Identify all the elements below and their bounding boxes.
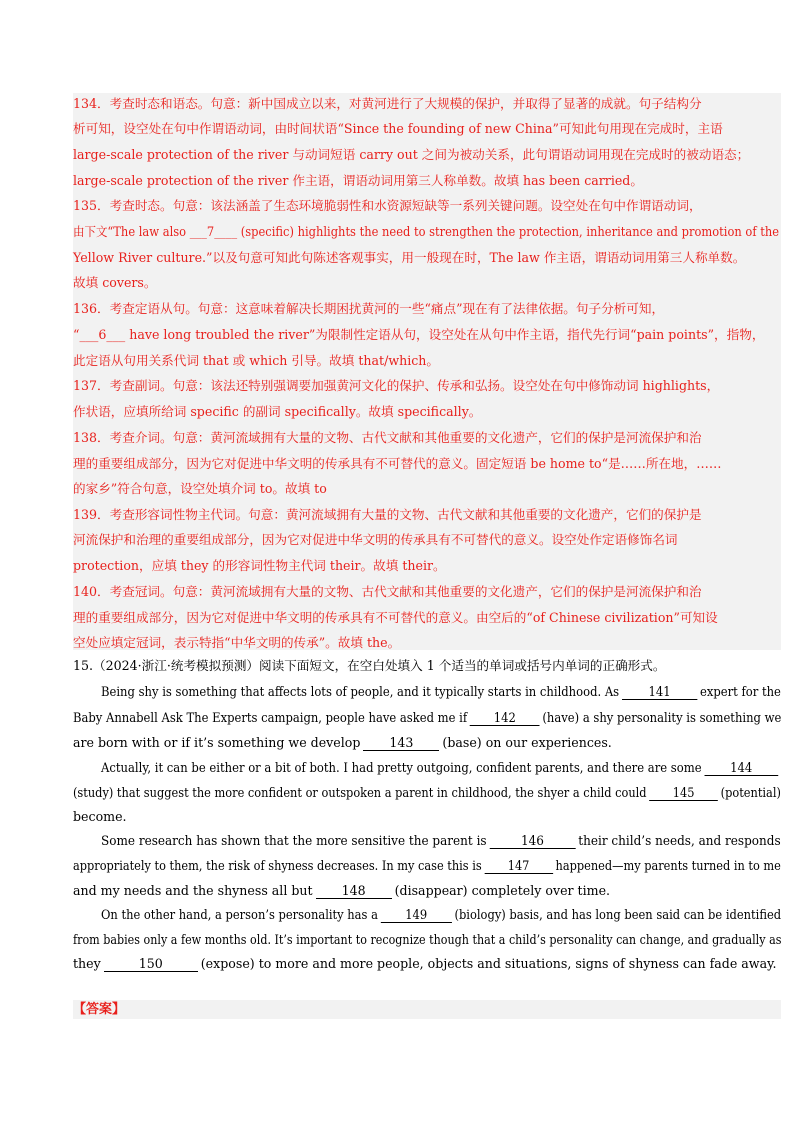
explanation-line: large-scale protection of the river 作主语，谓语动词用第三人称单数。故填 has been carried。 (73, 173, 643, 188)
passage-line (73, 931, 781, 949)
passage-line (73, 784, 781, 802)
explanation-line: 138．考查介词。句意：黄河流域拥有大量的文物、古代文献和其他重要的文化遗产，它们的保护是河流保护和治 (73, 430, 702, 445)
answer-label: 【答案】 (73, 1002, 126, 1017)
explanation-line: 河流保护和治理的重要组成部分，因为它对促进中华文明的传承具有不可替代的意义。设空处作定语修饰名词 (73, 532, 678, 547)
passage-text: (base) on our experiences. (442, 735, 612, 750)
explanation-line: 136．考查定语从句。句意：这意味着解决长期困扰黄河的一些“痛点”现在有了法律依据。句子分析可知， (73, 301, 665, 316)
passage-text: their child’s needs, and responds (578, 833, 781, 848)
explanation-line: “___6___ have long troubled the river”为限制性定语从句，设空处在从句中作主语，指代先行词“pain points”，指物， (73, 327, 765, 342)
blank-145[interactable]: 145 (649, 785, 718, 801)
passage-line (101, 906, 781, 924)
answer-section (73, 1000, 781, 1019)
passage-line (73, 709, 781, 727)
passage-text: Some research has shown that the more sensitive the parent is (101, 833, 487, 848)
passage-text: (study) that suggest the more confident or outspoken a parent in childhood, the shyer a child could (73, 785, 647, 800)
explanation-line: Yellow River culture.”以及句意可知此句陈述客观事实，用一般现在时，The law 作主语，谓语动词用第三人称单数。 (73, 250, 746, 265)
passage-text: happened—my parents turned in to me (555, 858, 781, 873)
explanation-line: protection，应填 they 的形容词性物主代词 their。故填 their。 (73, 558, 446, 573)
passage-text: appropriately to them, the risk of shyness decreases. In my case this is (73, 858, 482, 873)
explanation-line: 由下文“The law also ___7____ (specific) highlights the need to strengthen the protection, inheritance and promotion of the (73, 224, 780, 239)
passage-text: Baby Annabell Ask The Experts campaign, people have asked me if (73, 710, 468, 725)
explanation-line: 此定语从句用关系代词 that 或 which 引导。故填 that/which。 (73, 353, 439, 368)
explanation-line: 理的重要组成部分，因为它对促进中华文明的传承具有不可替代的意义。由空后的“of Chinese civilization”可知设 (73, 610, 718, 625)
explanation-line: 空处应填定冠词，表示特指“中华文明的传承”。故填 the。 (73, 635, 401, 650)
blank-150[interactable]: 150 (104, 956, 198, 972)
explanation-line: 析可知，设空处在句中作谓语动词，由时间状语“Since the founding of new China”可知此句用现在完成时，主语 (73, 121, 723, 136)
passage-line (73, 808, 127, 826)
blank-142[interactable]: 142 (470, 710, 540, 726)
explanation-line: 134．考查时态和语态。句意：新中国成立以来，对黄河进行了大规模的保护，并取得了显著的成就。句子结构分 (73, 96, 702, 111)
explanation-line: large-scale protection of the river 与动词短语 carry out 之间为被动关系，此句谓语动词用现在完成时的被动语态； (73, 147, 750, 162)
explanation-line: 理的重要组成部分，因为它对促进中华文明的传承具有不可替代的意义。固定短语 be home to“是……所在地，…… (73, 456, 722, 471)
passage-text: Actually, it can be either or a bit of both. I had pretty outgoing, confident parents, and there are some (101, 760, 702, 775)
question-header: 15.（2024·浙江·统考模拟预测）阅读下面短文，在空白处填入 1 个适当的单词或括号内单词的正确形式。 (73, 658, 666, 673)
passage-text: (disappear) completely over time. (394, 883, 611, 898)
blank-149[interactable]: 149 (381, 907, 452, 923)
blank-147[interactable]: 147 (484, 858, 552, 874)
explanation-line: 140．考查冠词。句意：黄河流域拥有大量的文物、古代文献和其他重要的文化遗产，它们的保护是河流保护和治 (73, 584, 702, 599)
passage-line (101, 832, 781, 850)
blank-141[interactable]: 141 (622, 684, 697, 700)
passage-line (73, 955, 777, 973)
blank-144[interactable]: 144 (704, 760, 778, 776)
passage-line (101, 759, 781, 777)
passage-text: they (73, 956, 101, 971)
passage-text: (have) a shy personality is something we (542, 710, 782, 725)
passage-text: from babies only a few months old. It’s important to recognize though that a child’s personality can change, and gradually as (73, 932, 782, 947)
passage-text: are born with or if it’s something we develop (73, 735, 361, 750)
blank-143[interactable]: 143 (363, 735, 439, 751)
blank-148[interactable]: 148 (316, 883, 392, 899)
passage-text: become. (73, 809, 127, 824)
blank-146[interactable]: 146 (489, 833, 575, 849)
passage-line (73, 857, 781, 875)
passage-line (73, 882, 610, 900)
explanation-line: 故填 covers。 (73, 275, 157, 290)
passage-text: (biology) basis, and has long been said can be identified (454, 907, 782, 922)
passage-line (101, 683, 781, 701)
explanation-line: 135．考查时态。句意：该法涵盖了生态环境脆弱性和水资源短缺等一系列关键问题。设空处在句中作谓语动词， (73, 198, 702, 213)
passage-text: and my needs and the shyness all but (73, 883, 313, 898)
passage-text: On the other hand, a person’s personality has a (101, 907, 378, 922)
explanation-line: 137．考查副词。句意：该法还特别强调要加强黄河文化的保护、传承和弘扬。设空处在句中修饰动词 highlights， (73, 378, 720, 393)
passage-text: Being shy is something that affects lots of people, and it typically starts in childhood. As (101, 684, 620, 699)
explanation-line: 139．考查形容词性物主代词。句意：黄河流域拥有大量的文物、古代文献和其他重要的文化遗产，它们的保护是 (73, 507, 702, 522)
explanation-line: 的家乡”符合句意，设空处填介词 to。故填 to (73, 481, 327, 496)
passage-line (73, 734, 612, 752)
passage-text: (expose) to more and more people, objects and situations, signs of shyness can fade away. (200, 956, 777, 971)
passage-text: expert for the (699, 684, 781, 699)
answer-explanations-block (73, 93, 781, 650)
passage-text: (potential) (720, 785, 781, 800)
explanation-line: 作状语，应填所给词 specific 的副词 specifically。故填 specifically。 (73, 404, 482, 419)
